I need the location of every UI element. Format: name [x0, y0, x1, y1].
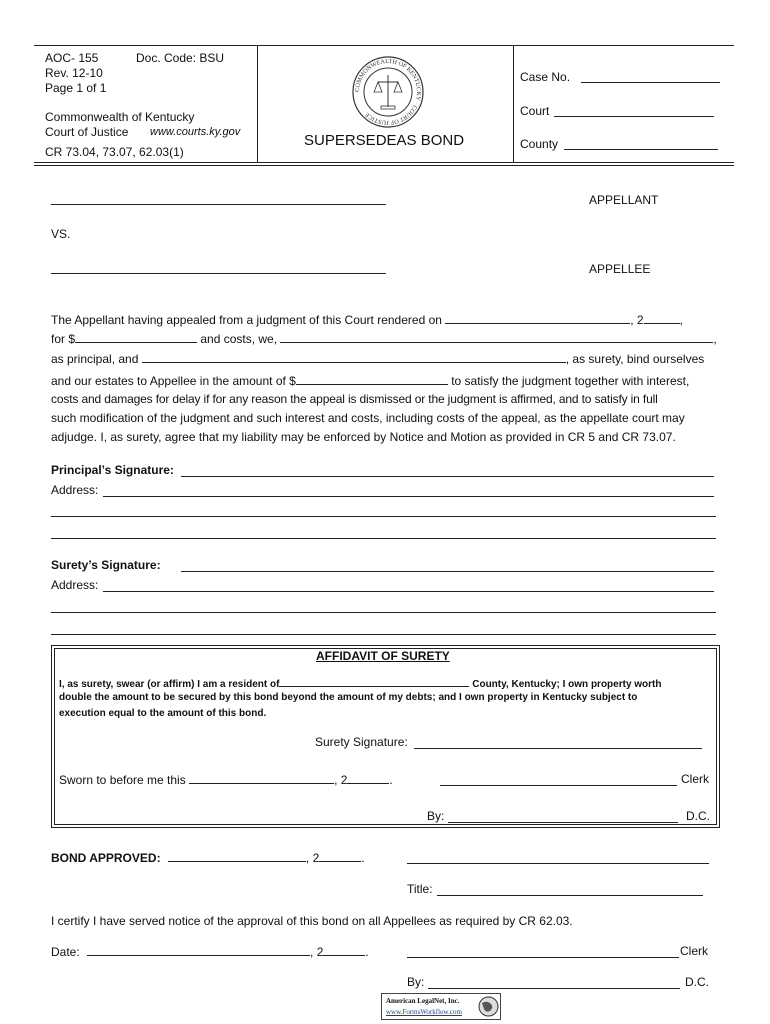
court-field[interactable]	[554, 102, 714, 117]
principal-address-line-3[interactable]	[51, 524, 716, 539]
affidavit-resident-text: I, as surety, swear (or affirm) I am a resident of	[59, 679, 280, 690]
header-divider-left	[257, 45, 258, 162]
county-field[interactable]	[564, 135, 718, 150]
county-label: County	[520, 137, 559, 151]
year-prefix: , 2	[630, 313, 644, 327]
approved-year-field[interactable]	[319, 850, 361, 862]
body-line-1	[51, 312, 683, 327]
page-number: Page 1 of 1	[45, 81, 107, 95]
service-clerk-label: Clerk	[680, 944, 709, 958]
doc-code: Doc. Code: BSU	[136, 51, 225, 65]
commonwealth: Commonwealth of Kentucky	[45, 110, 195, 124]
appellee-label: APPELLEE	[589, 262, 651, 276]
comma-2: ,	[713, 332, 717, 346]
footer-url[interactable]: www.FormsWorkflow.com	[386, 1008, 462, 1016]
service-period: .	[365, 945, 369, 959]
as-principal-text: as principal, and	[51, 352, 139, 366]
date-label: Date:	[51, 945, 80, 959]
approver-title-field[interactable]	[437, 881, 703, 896]
court-label: Court	[520, 104, 550, 118]
appellant-name-field[interactable]	[51, 190, 386, 205]
service-year-prefix: , 2	[310, 945, 324, 959]
sworn-date-field[interactable]	[189, 772, 334, 784]
comma: ,	[679, 313, 683, 327]
surety-signature-field[interactable]	[181, 557, 714, 572]
appellant-label: APPELLANT	[589, 193, 659, 207]
sworn-text: Sworn to before me this	[59, 773, 186, 787]
affidavit-kentucky-text: County, Kentucky; I own property worth	[472, 679, 662, 690]
affidavit-line-2: double the amount to be secured by this bond beyond the amount of my debts; and I own property in Kentucky subject to	[59, 692, 638, 703]
globe-icon	[478, 996, 499, 1017]
affidavit-surety-signature-field[interactable]	[414, 734, 702, 749]
versus-label: VS.	[51, 227, 71, 241]
surety-name-field[interactable]	[142, 351, 566, 363]
estates-text: and our estates to Appellee in the amount of $	[51, 374, 296, 388]
header-bottom-rule	[34, 162, 734, 163]
service-dc-label: D.C.	[685, 975, 709, 989]
body-line-1-text: The Appellant having appealed from a judgment of this Court rendered on	[51, 313, 442, 327]
principal-address-line-1[interactable]	[103, 482, 714, 497]
affidavit-county-field[interactable]	[279, 676, 469, 687]
principal-address-line-2[interactable]	[51, 502, 716, 517]
case-no-label: Case No.	[520, 70, 571, 84]
body-line-6: such modification of the judgment and such interest and costs, including costs of the appeal, as the appellate court may	[51, 411, 685, 425]
title-label: Title:	[407, 882, 433, 896]
service-by-field[interactable]	[428, 974, 680, 989]
date-line	[51, 944, 369, 959]
kentucky-seal-icon	[351, 55, 425, 129]
website: www.courts.ky.gov	[150, 126, 241, 138]
surety-address-label: Address:	[51, 578, 99, 592]
court-of-justice: Court of Justice	[45, 125, 129, 139]
bond-approved-label: BOND APPROVED:	[51, 851, 161, 865]
form-title: SUPERSEDEAS BOND	[304, 132, 465, 149]
case-no-field[interactable]	[581, 68, 720, 83]
principal-address-label: Address:	[51, 483, 99, 497]
satisfy-text: to satisfy the judgment together with interest,	[451, 374, 690, 388]
judgment-year-field[interactable]	[644, 312, 680, 324]
seal-text: COMMONWEALTH OF KENTUCKY · COURT OF JUSTICE	[353, 57, 423, 127]
approved-period: .	[361, 851, 365, 865]
body-line-5: costs and damages for delay if for any reason the appeal is dismissed or the judgment is affirmed, and to satisfy in full	[51, 392, 658, 406]
bond-amount-field[interactable]	[296, 373, 448, 385]
surety-signature-label: Surety’s Signature:	[51, 558, 161, 572]
affidavit-clerk-label: Clerk	[681, 772, 710, 786]
affidavit-surety-signature-label: Surety Signature:	[315, 735, 408, 749]
service-by-label: By:	[407, 975, 425, 989]
amount-prefix: for $	[51, 332, 76, 346]
costs-text: and costs, we,	[200, 332, 278, 346]
bond-approved-line	[51, 850, 365, 865]
surety-address-line-2[interactable]	[51, 598, 716, 613]
approver-signature-field[interactable]	[407, 849, 709, 864]
service-date-field[interactable]	[87, 944, 310, 956]
footer-company: American LegalNet, Inc.	[386, 997, 460, 1005]
judgment-amount-field[interactable]	[75, 331, 197, 343]
appellee-name-field[interactable]	[51, 259, 386, 274]
sworn-year-field[interactable]	[347, 772, 389, 784]
principal-signature-field[interactable]	[181, 462, 714, 477]
principal-name-field[interactable]	[280, 331, 713, 343]
affidavit-by-field[interactable]	[448, 808, 678, 823]
body-line-4	[51, 373, 689, 388]
affidavit-dc-label: D.C.	[686, 809, 710, 823]
footer-badge	[381, 993, 501, 1020]
approved-date-field[interactable]	[168, 850, 306, 862]
service-year-field[interactable]	[323, 944, 365, 956]
sworn-year-prefix: , 2	[334, 773, 348, 787]
affidavit-title: AFFIDAVIT OF SURETY	[316, 649, 450, 663]
sworn-line	[59, 772, 393, 787]
sworn-period: .	[389, 773, 393, 787]
form-number: AOC- 155	[45, 51, 99, 65]
service-clerk-field[interactable]	[407, 943, 679, 958]
revision: Rev. 12-10	[45, 66, 103, 80]
body-line-7: adjudge. I, as surety, agree that my liability may be enforced by Notice and Motion as provided in CR 5 and CR 73.07.	[51, 430, 676, 444]
affidavit-by-label: By:	[427, 809, 445, 823]
certify-text: I certify I have served notice of the approval of this bond on all Appellees as required by CR 62.03.	[51, 914, 573, 928]
body-line-3	[51, 351, 704, 366]
body-line-2	[51, 331, 717, 346]
principal-signature-label: Principal’s Signature:	[51, 463, 174, 477]
header-divider-right	[513, 45, 514, 162]
surety-address-line-3[interactable]	[51, 620, 716, 635]
header-top-rule	[34, 45, 734, 46]
affidavit-line-3: execution equal to the amount of this bond.	[59, 708, 267, 719]
rule-citations: CR 73.04, 73.07, 62.03(1)	[45, 145, 184, 159]
affidavit-clerk-field[interactable]	[440, 771, 677, 786]
approved-year-prefix: , 2	[305, 851, 320, 865]
header-bottom-rule-2	[34, 165, 734, 166]
as-surety-text: , as surety, bind ourselves	[565, 352, 705, 366]
affidavit-line-1	[59, 676, 662, 690]
surety-address-line-1[interactable]	[103, 577, 714, 592]
judgment-date-field[interactable]	[445, 312, 630, 324]
